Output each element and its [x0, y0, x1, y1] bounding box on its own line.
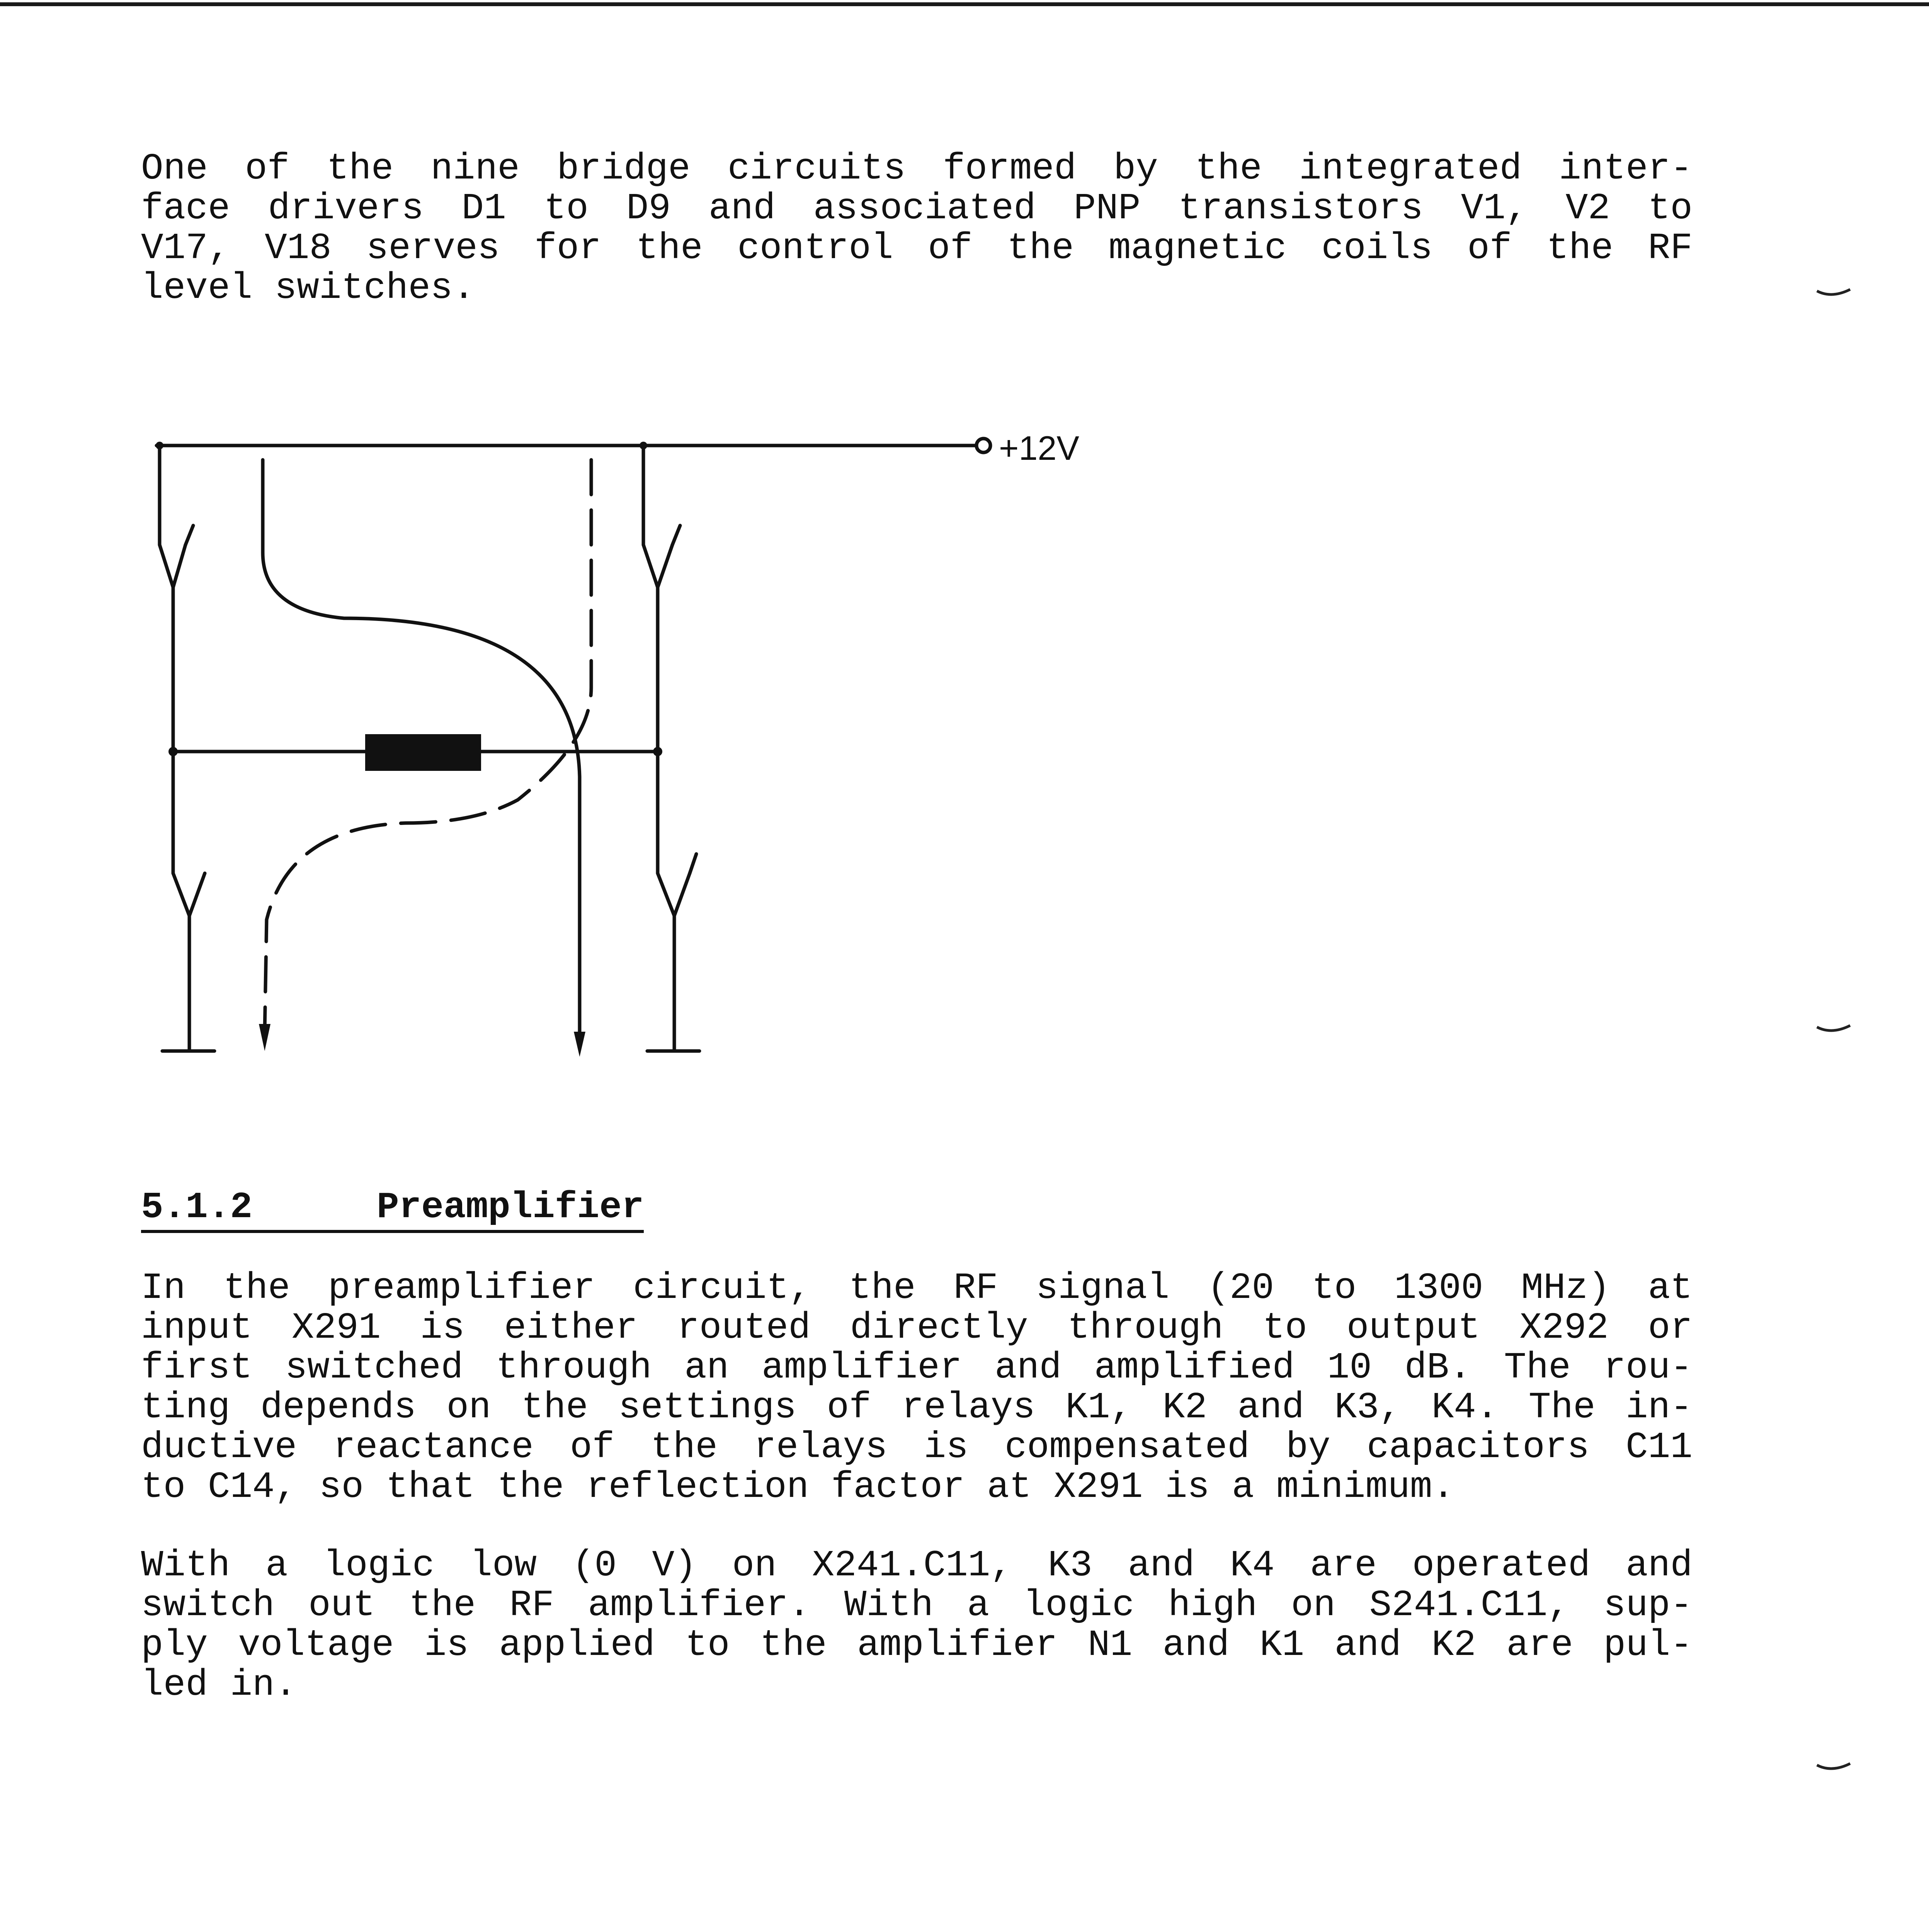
section-number: 5.1.2	[141, 1186, 253, 1228]
para1-line: ting depends on the settings of relays K1, K2 and K3, K4. The in-	[141, 1386, 1693, 1429]
margin-mark	[1816, 1762, 1851, 1774]
top-rule	[0, 2, 1929, 6]
para1-line: to C14, so that the reflection factor at X291 is a minimum.	[141, 1466, 1454, 1508]
right-upper-transistor	[643, 545, 672, 587]
para2-line: led in.	[141, 1664, 297, 1706]
preamp-paragraph-1	[141, 1268, 1693, 1507]
right-lower-transistor	[658, 873, 690, 916]
supply-label: +12V	[999, 429, 1079, 467]
intro-line: level switches.	[141, 267, 475, 309]
section-heading	[141, 1186, 644, 1233]
bridge-circuit-diagram	[128, 417, 1094, 1113]
supply-terminal	[976, 439, 990, 452]
para1-line: ductive reactance of the relays is compensated by capacitors C11	[141, 1426, 1693, 1468]
para2-line: ply voltage is applied to the amplifier N1 and K1 and K2 are pul-	[141, 1624, 1693, 1666]
margin-mark	[1816, 1024, 1851, 1036]
para1-line: input X291 is either routed directly through to output X292 or	[141, 1307, 1693, 1349]
arrow-head-left	[259, 1024, 270, 1051]
para2-line: switch out the RF amplifier. With a logic high on S241.C11, sup-	[141, 1584, 1693, 1626]
para1-line: In the preamplifier circuit, the RF signal (20 to 1300 MHz) at	[141, 1267, 1693, 1309]
left-upper-transistor	[160, 545, 185, 587]
left-lower-transistor	[173, 873, 205, 916]
para2-line: With a logic low (0 V) on X241.C11, K3 and K4 are operated and	[141, 1544, 1693, 1587]
para1-line: first switched through an amplifier and amplified 10 dB. The rou-	[141, 1347, 1693, 1389]
intro-paragraph	[141, 149, 1693, 308]
preamp-paragraph-2	[141, 1546, 1693, 1705]
section-title: Preamplifier	[377, 1186, 644, 1228]
margin-mark	[1816, 288, 1851, 299]
intro-line: V17, V18 serves for the control of the magnetic coils of the RF	[141, 227, 1693, 269]
magnetic-coil	[365, 734, 481, 771]
intro-line: face drivers D1 to D9 and associated PNP transistors V1, V2 to	[141, 187, 1693, 230]
arrow-head-right	[574, 1032, 585, 1057]
intro-line: One of the nine bridge circuits formed by the integrated inter-	[141, 148, 1693, 190]
